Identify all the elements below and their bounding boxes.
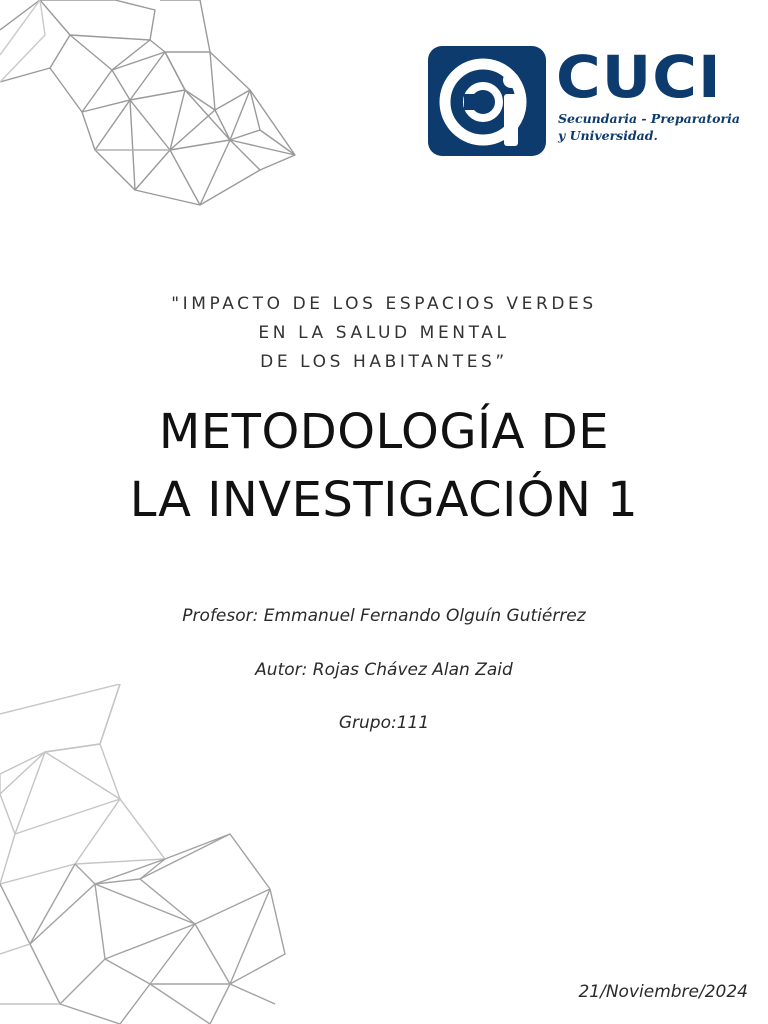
- research-subtitle: [0, 290, 768, 377]
- author-line: Autor: Rojas Chávez Alan Zaid: [255, 660, 513, 680]
- logo-tagline: Secundaria - Preparatoria y Universidad.: [558, 111, 740, 143]
- polygon-mesh-top-left: [0, 0, 320, 220]
- cuci-badge-icon: [428, 46, 546, 156]
- cuci-logo: [428, 44, 748, 160]
- title-line: METODOLOGÍA DE: [158, 404, 610, 460]
- logo-name: CUCI: [556, 43, 722, 111]
- document-title: [0, 398, 768, 534]
- title-line: LA INVESTIGACIÓN 1: [129, 472, 639, 528]
- polygon-mesh-bottom-left: [0, 684, 300, 1024]
- subtitle-line: "IMPACTO DE LOS ESPACIOS VERDES: [171, 294, 597, 314]
- group-line: Grupo:111: [338, 713, 430, 733]
- document-date: 21/Noviembre/2024: [578, 982, 748, 1002]
- professor-line: Profesor: Emmanuel Fernando Olguín Gutiérrez: [182, 606, 586, 626]
- subtitle-line: EN LA SALUD MENTAL: [258, 323, 510, 343]
- subtitle-line: DE LOS HABITANTES”: [260, 352, 508, 372]
